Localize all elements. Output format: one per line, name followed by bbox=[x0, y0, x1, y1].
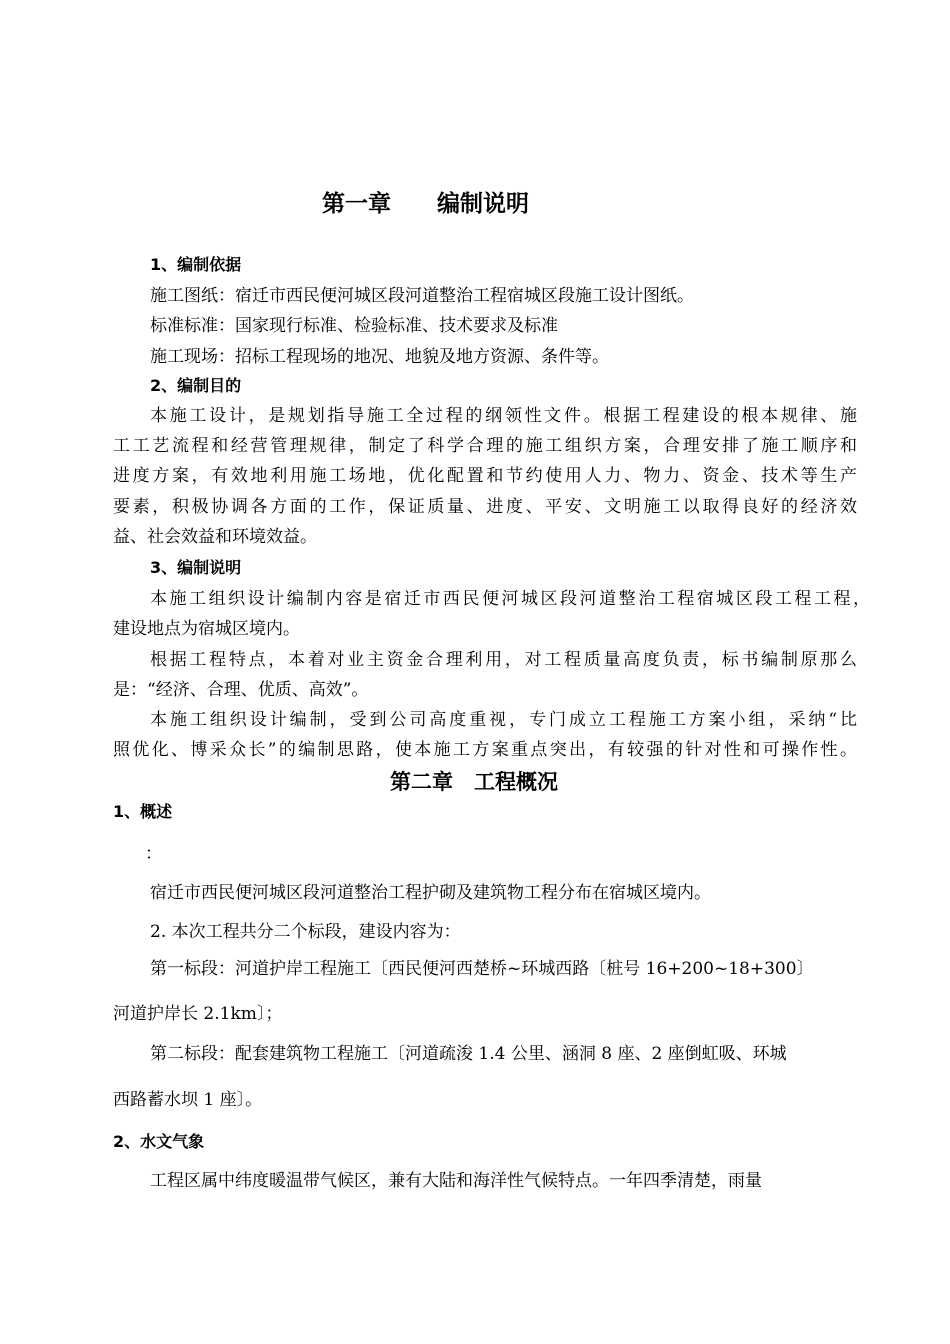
explain-c-line-1: 本施工组织设计编制，受到公司高度重视，专门成立工程施工方案小组，采纳“比 bbox=[150, 710, 857, 730]
chapter-2-title: 第二章 工程概况 bbox=[390, 770, 558, 794]
overview-heading: 1、概述 bbox=[113, 802, 173, 821]
purpose-line-5: 益、社会效益和环境效益。 bbox=[113, 527, 317, 547]
purpose-line-2: 工工艺流程和经营管理规律，制定了科学合理的施工组织方案，合理安排了施工顺序和 bbox=[113, 436, 857, 456]
section-one-line-1: 第一标段：河道护岸工程施工〔西民便河西楚桥~环城西路〔桩号 16+200~18+300〕 bbox=[150, 959, 814, 979]
purpose-line-1: 本施工设计，是规划指导施工全过程的纲领性文件。根据工程建设的根本规律、施 bbox=[150, 406, 857, 426]
basis-drawings: 施工图纸：宿迁市西民便河城区段河道整治工程宿城区段施工设计图纸。 bbox=[150, 286, 694, 306]
basis-standards: 标准标准：国家现行标准、检验标准、技术要求及标准 bbox=[150, 316, 558, 336]
purpose-line-3: 进度方案，有效地利用施工场地，优化配置和节约使用人力、物力、资金、技术等生产 bbox=[113, 466, 857, 486]
explain-a-line-1: 本施工组织设计编制内容是宿迁市西民便河城区段河道整治工程宿城区段工程工程， bbox=[150, 589, 870, 609]
explain-b-line-1: 根据工程特点，本着对业主资金合理利用，对工程质量高度负责，标书编制原那么 bbox=[150, 650, 857, 670]
hydrology-heading: 2、水文气象 bbox=[113, 1132, 205, 1151]
purpose-line-4: 要素，积极协调各方面的工作，保证质量、进度、平安、文明施工以取得良好的经济效 bbox=[113, 497, 857, 517]
overview-line-1: 宿迁市西民便河城区段河道整治工程护砌及建筑物工程分布在宿城区境内。 bbox=[150, 883, 711, 903]
explain-b-line-2: 是：“经济、合理、优质、高效”。 bbox=[113, 680, 369, 700]
section-two-line-2: 西路蓄水坝 1 座〕。 bbox=[113, 1090, 263, 1110]
overview-colon: ： bbox=[145, 844, 162, 864]
hydrology-line-1: 工程区属中纬度暖温带气候区，兼有大陆和海洋性气候特点。一年四季清楚，雨量 bbox=[150, 1171, 762, 1191]
chapter-1-title: 第一章 编制说明 bbox=[322, 191, 529, 217]
section-one-line-2: 河道护岸长 2.1km〕； bbox=[113, 1004, 283, 1024]
section-2-heading: 2、编制目的 bbox=[150, 376, 242, 395]
section-1-heading: 1、编制依据 bbox=[150, 255, 242, 274]
section-two-line-1: 第二标段：配套建筑物工程施工〔河道疏浚 1.4 公里、涵洞 8 座、2 座倒虹吸、环城 bbox=[150, 1044, 787, 1064]
explain-c-line-2: 照优化、博采众长”的编制思路，使本施工方案重点突出，有较强的针对性和可操作性。 bbox=[113, 740, 857, 760]
section-3-heading: 3、编制说明 bbox=[150, 558, 242, 577]
explain-a-line-2: 建设地点为宿城区境内。 bbox=[113, 619, 300, 639]
basis-site: 施工现场：招标工程现场的地况、地貌及地方资源、条件等。 bbox=[150, 347, 609, 367]
overview-line-2: 2. 本次工程共分二个标段，建设内容为： bbox=[150, 922, 461, 942]
